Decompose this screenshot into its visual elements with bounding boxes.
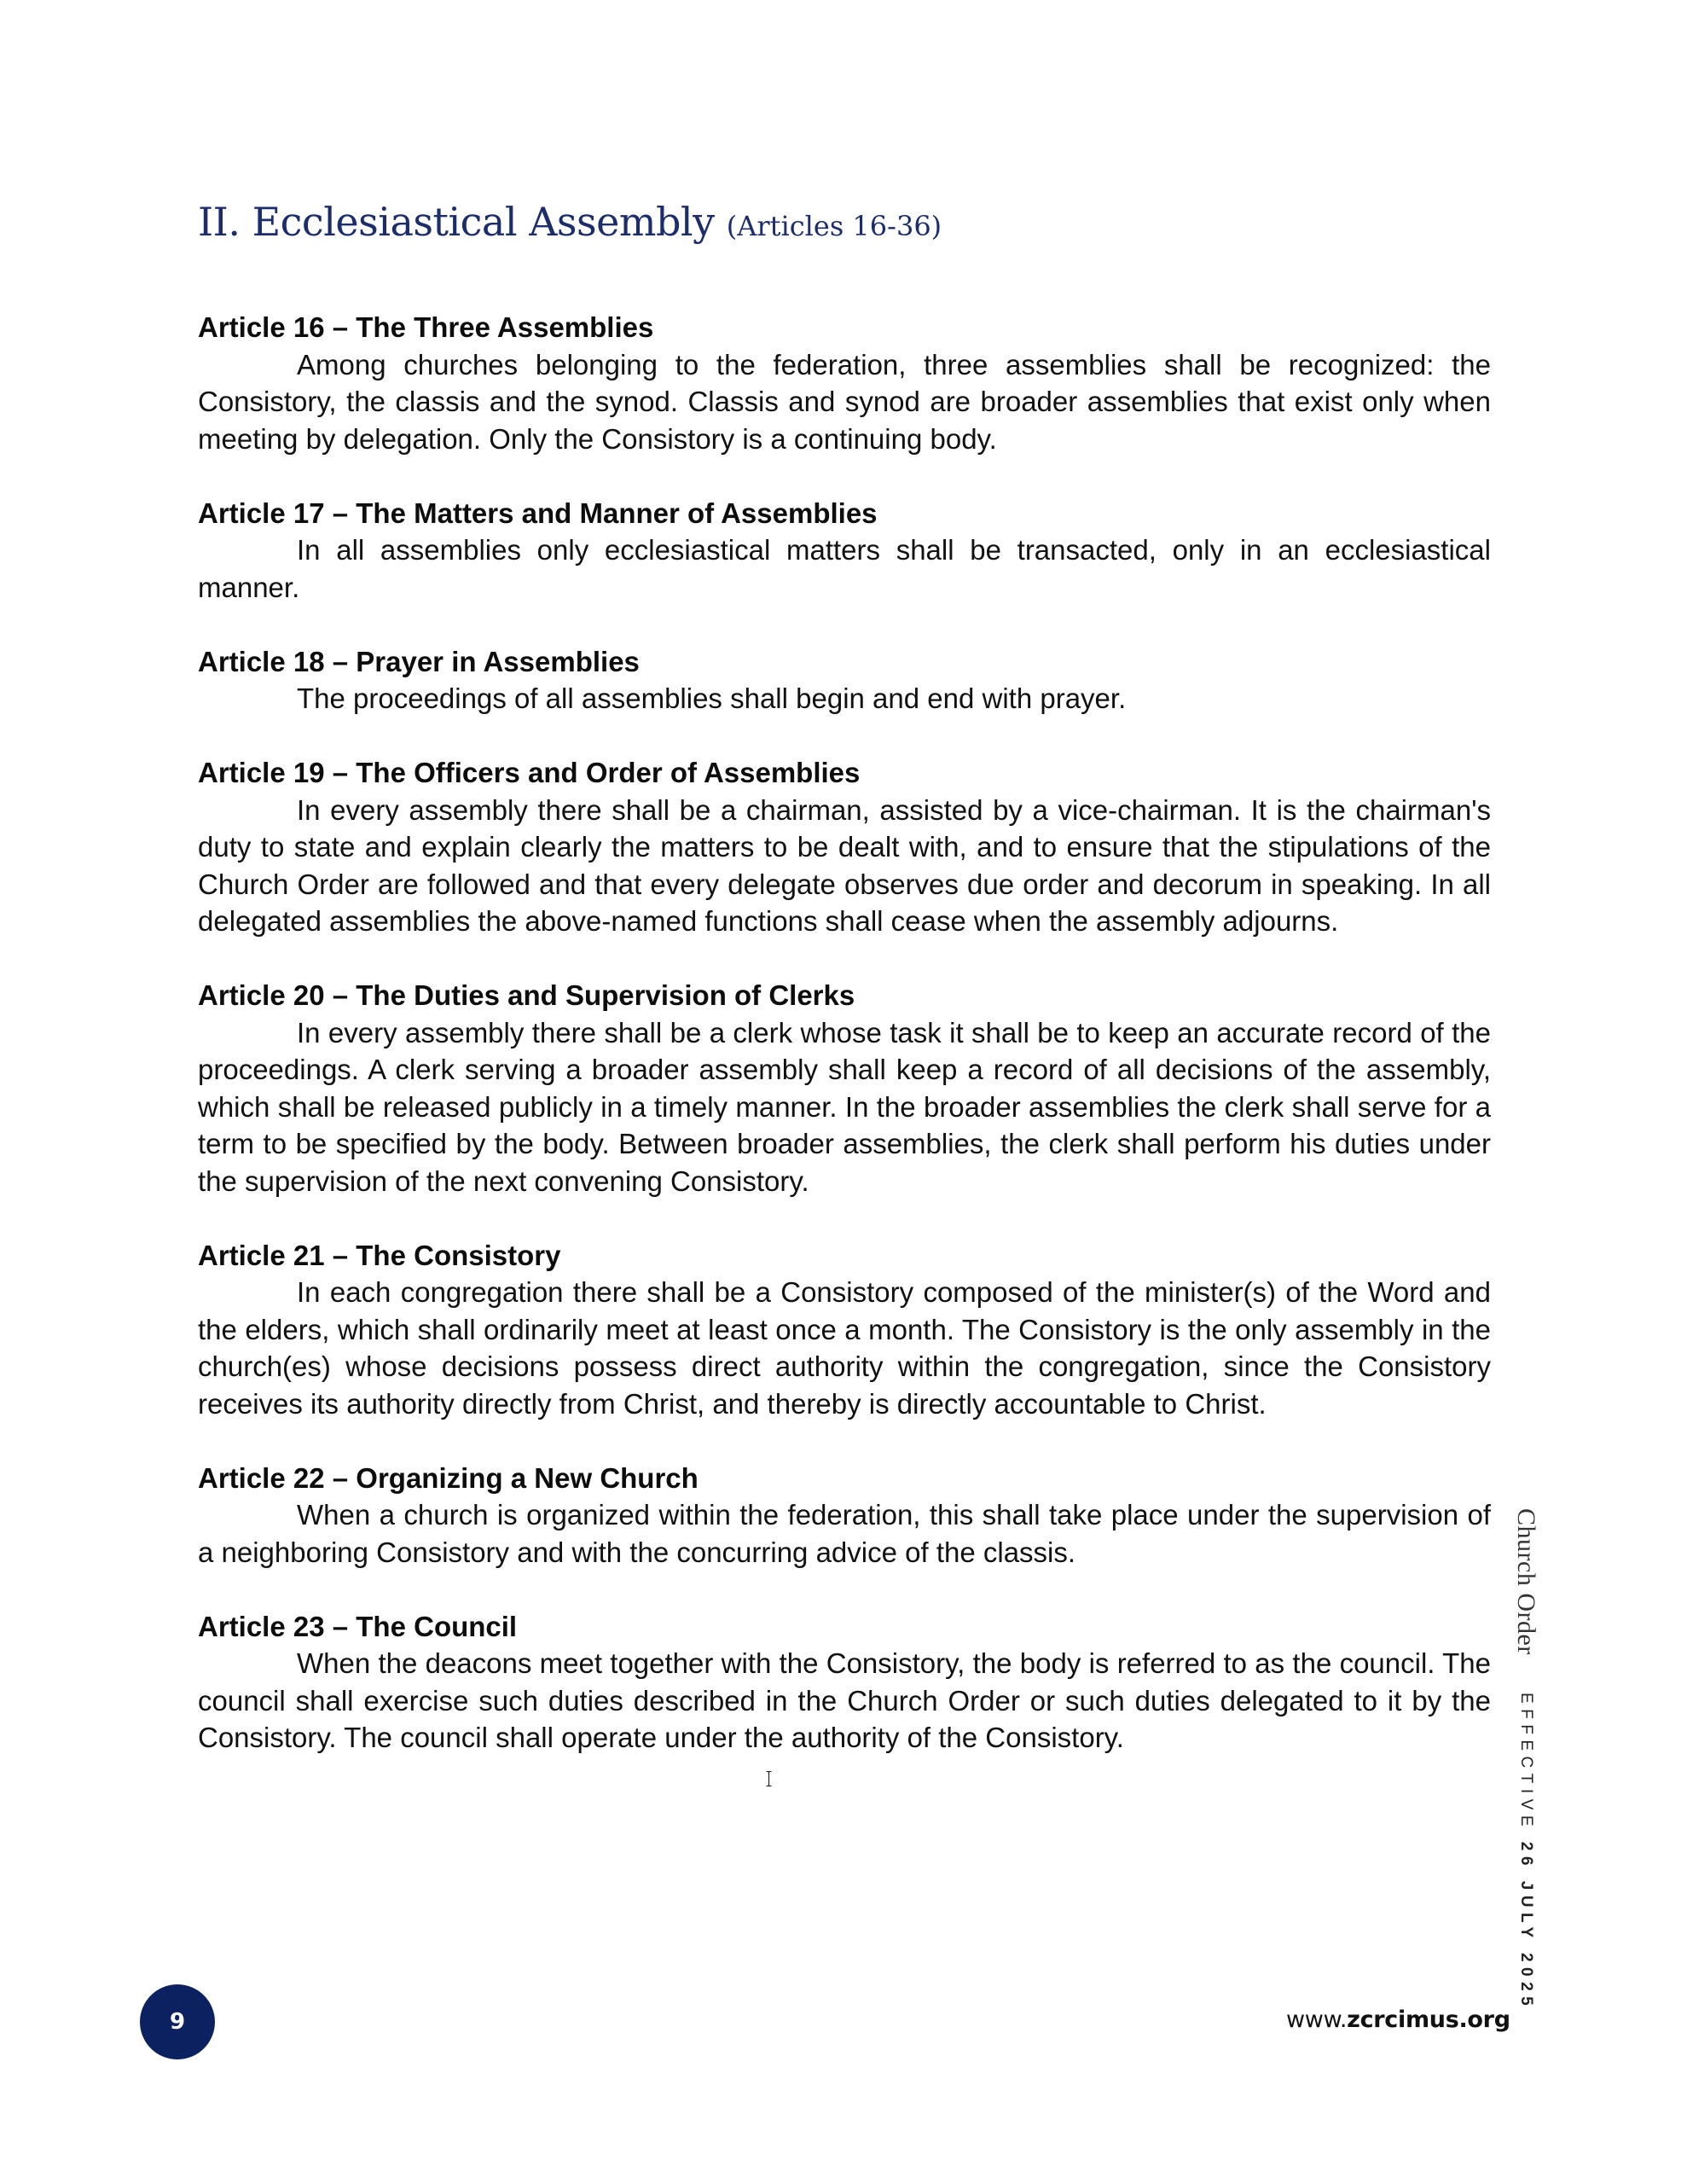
article-heading: Article 18 – Prayer in Assemblies (198, 645, 640, 677)
url-prefix: www. (1286, 2007, 1348, 2033)
article-21 (198, 1237, 1491, 1423)
article-text: Among churches belonging to the federation, three assemblies shall be recognized: the Consistory, the classis and the synod. Classis and synod are broader assemblies that exist only when meeting by delegation. Only the Consistory is a continuing body. (198, 348, 1491, 455)
effective-date: 26 JULY 2025 (1517, 1841, 1535, 2012)
article-heading: Article 20 – The Duties and Supervision of Clerks (198, 979, 855, 1011)
article-heading: Article 23 – The Council (198, 1610, 518, 1642)
side-running-header (1511, 1508, 1540, 2011)
article-heading: Article 21 – The Consistory (198, 1239, 561, 1271)
article-16 (198, 309, 1491, 457)
url-domain: zcrcimus.org (1347, 2007, 1510, 2033)
article-19 (198, 754, 1491, 940)
website-link[interactable] (1286, 2007, 1510, 2033)
articles-body (198, 309, 1491, 1793)
section-title-main: II. Ecclesiastical Assembly (198, 199, 715, 245)
article-text: The proceedings of all assemblies shall begin and end with prayer. (297, 682, 1127, 714)
article-text: In every assembly there shall be a chairman, assisted by a vice-chairman. It is the chairman's duty to state and explain clearly the matters to be dealt with, and to ensure that the stipulations of the Church Order are followed and that every delegate observes due order and decorum in speaking. In all delegated assemblies the above-named functions shall cease when the assembly adjourns. (198, 793, 1491, 937)
article-heading: Article 22 – Organizing a New Church (198, 1461, 699, 1494)
section-title (198, 195, 942, 253)
page-number-badge (140, 1984, 215, 2059)
article-23 (198, 1608, 1491, 1757)
article-text: When the deacons meet together with the Consistory, the body is referred to as the council. The council shall exercise such duties described in the Church Order or such duties delegated to it by the Consistory. The council shall operate under the authority of the Consistory. (198, 1647, 1491, 1753)
article-heading: Article 17 – The Matters and Manner of Assemblies (198, 497, 878, 529)
section-title-range: (Articles 16-36) (726, 210, 942, 242)
article-heading: Article 16 – The Three Assemblies (198, 311, 654, 343)
article-heading: Article 19 – The Officers and Order of Assemblies (198, 757, 861, 788)
article-20 (198, 977, 1491, 1199)
article-17 (198, 495, 1491, 607)
page-number: 9 (169, 2009, 186, 2035)
article-18 (198, 643, 1491, 717)
article-text: In every assembly there shall be a clerk whose task it shall be to keep an accurate record of the proceedings. A clerk serving a broader assembly shall keep a record of all decisions of the assembly, which shall be released publicly in a timely manner. In the broader assemblies the clerk shall serve for a term to be specified by the body. Between broader assemblies, the clerk shall perform his duties under the supervision of the next convening Consistory. (198, 1016, 1491, 1197)
text-cursor-icon (766, 1771, 772, 1786)
article-text: In each congregation there shall be a Consistory composed of the minister(s) of the Word and the elders, which shall ordinarily meet at least once a month. The Consistory is the only assembly in the church(es) whose decisions possess direct authority within the congregation, since the Consistory receives its authority directly from Christ, and thereby is directly accountable to Christ. (198, 1276, 1491, 1420)
document-title: Church Order (1512, 1508, 1540, 1655)
effective-label: EFFECTIVE (1517, 1692, 1535, 1832)
article-text: In all assemblies only ecclesiastical matters shall be transacted, only in an ecclesiastical manner. (198, 534, 1491, 603)
article-text: When a church is organized within the federation, this shall take place under the supervision of a neighboring Consistory and with the concurring advice of the classis. (198, 1499, 1491, 1568)
article-22 (198, 1460, 1491, 1571)
effective-date-label (1516, 1693, 1535, 2011)
